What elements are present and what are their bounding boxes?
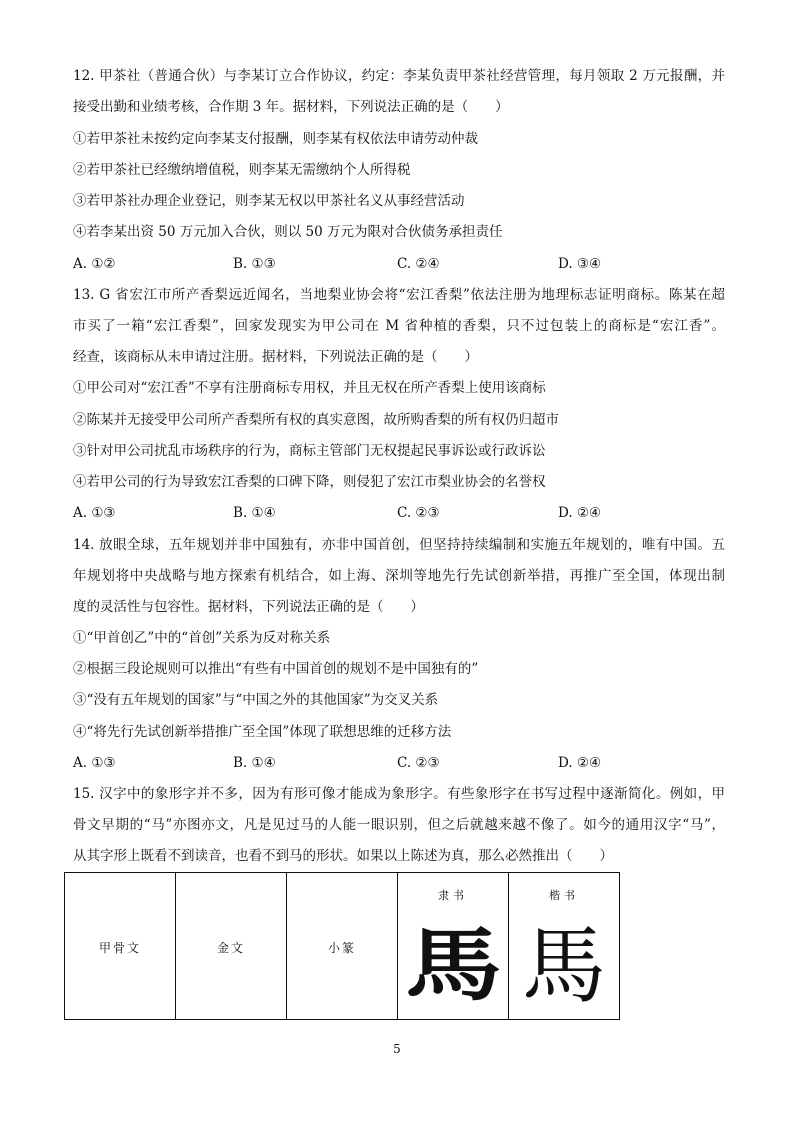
q14-option-c: C. ②③ <box>397 755 440 771</box>
q14-statement-3: ③“没有五年规划的国家”与“中国之外的其他国家”为交叉关系 <box>73 692 439 708</box>
small-seal-cell <box>287 873 398 1020</box>
bronze-script-cell <box>176 873 287 1020</box>
bronze-script-label: 金文 <box>216 940 245 955</box>
q13-statement-3: ③针对甲公司扰乱市场秩序的行为，商标主管部门无权提起民事诉讼或行政诉讼 <box>73 443 546 459</box>
q12-option-d: D. ③④ <box>558 256 602 272</box>
q13-statement-4: ④若甲公司的行为导致宏江香梨的口碑下降，则侵犯了宏江市梨业协会的名誉权 <box>73 474 546 490</box>
q14-statement-1: ①“甲首创乙”中的“首创”关系为反对称关系 <box>73 630 331 646</box>
regular-horse-glyph <box>514 917 614 1007</box>
q14-statement-2: ②根据三段论规则可以推出“有些有中国首创的规划不是中国独有的” <box>73 661 479 677</box>
q14-stem-line-2: 年规划将中央战略与地方探索有机结合，如上海、深圳等地先行先试创新举措，再推广至全国，体现出制 <box>73 568 725 584</box>
oracle-bone-cell <box>65 873 176 1020</box>
q12-stem-line-2: 接受出勤和业绩考核，合作期 3 年。据材料，下列说法正确的是（ ） <box>73 99 509 115</box>
small-seal-label: 小篆 <box>327 940 356 955</box>
clerical-script-label: 隶书 <box>438 889 468 902</box>
q12-option-c: C. ②④ <box>397 256 440 272</box>
q14-stem-line-1: 14. 放眼全球，五年规划并非中国独有，亦非中国首创，但坚持持续编制和实施五年规划的，唯有中国。五 <box>73 537 725 553</box>
q13-option-a: A. ①③ <box>73 505 116 521</box>
clerical-horse-glyph <box>403 917 503 1007</box>
q12-statement-2: ②若甲茶社已经缴纳增值税，则李某无需缴纳个人所得税 <box>73 162 411 178</box>
oracle-bone-label: 甲骨文 <box>98 940 141 955</box>
q13-option-b: B. ①④ <box>233 505 276 521</box>
regular-horse-character: 馬 <box>521 917 607 1007</box>
regular-script-label: 楷书 <box>549 889 579 902</box>
q14-option-d: D. ②④ <box>558 755 602 771</box>
q12-statement-1: ①若甲茶社未按约定向李某支付报酬，则李某有权依法申请劳动仲裁 <box>73 131 478 147</box>
q15-stem-line-3: 从其字形上既看不到读音，也看不到马的形状。如果以上陈述为真，那么必然推出（ ） <box>73 848 613 864</box>
q14-statement-4: ④“将先行先试创新举措推广至全国”体现了联想思维的迁移方法 <box>73 724 452 740</box>
q13-statement-1: ①甲公司对“宏江香”不享有注册商标专用权，并且无权在所产香梨上使用该商标 <box>73 380 546 396</box>
q14-stem-line-3: 度的灵活性与包容性。据材料，下列说法正确的是（ ） <box>73 599 424 615</box>
q13-statement-2: ②陈某并无接受甲公司所产香梨所有权的真实意图，故所购香梨的所有权仍归超市 <box>73 412 559 428</box>
q12-stem-line-1: 12. 甲茶社（普通合伙）与李某订立合作协议，约定：李某负责甲茶社经营管理，每月领取 2 万元报酬，并 <box>73 68 725 84</box>
q13-option-d: D. ②④ <box>558 505 602 521</box>
script-evolution-table <box>64 872 620 1020</box>
q12-option-b: B. ①③ <box>233 256 276 272</box>
q13-stem-line-1: 13. G 省宏江市所产香梨远近闻名，当地梨业协会将“宏江香梨”依法注册为地理标志证明商标。陈某在超 <box>73 287 725 303</box>
q13-option-c: C. ②③ <box>397 505 440 521</box>
q15-stem-line-1: 15. 汉字中的象形字并不多，因为有形可像才能成为象形字。有些象形字在书写过程中逐渐简化。例如，甲 <box>73 786 725 802</box>
q12-statement-3: ③若甲茶社办理企业登记，则李某无权以甲茶社名义从事经营活动 <box>73 193 465 209</box>
q13-stem-line-2: 市买了一箱“宏江香梨”，回家发现实为甲公司在 M 省种植的香梨，只不过包装上的商标是“宏江香”。 <box>73 318 725 334</box>
clerical-script-cell <box>398 873 509 1020</box>
q12-option-a: A. ①② <box>73 256 116 272</box>
q14-option-a: A. ①③ <box>73 755 116 771</box>
q13-stem-line-3: 经查，该商标从未申请过注册。据材料，下列说法正确的是（ ） <box>73 349 478 365</box>
q12-statement-4: ④若李某出资 50 万元加入合伙，则以 50 万元为限对合伙债务承担责任 <box>73 224 503 240</box>
clerical-horse-character: 馬 <box>405 918 502 1007</box>
q15-stem-line-2: 骨文早期的“马”亦图亦文，凡是见过马的人能一眼识别，但之后就越来越不像了。如今的通用汉字“马”， <box>73 817 725 833</box>
regular-script-cell <box>509 873 620 1020</box>
table-row <box>65 873 620 1020</box>
page-number: 5 <box>393 1042 401 1056</box>
q14-option-b: B. ①④ <box>233 755 276 771</box>
